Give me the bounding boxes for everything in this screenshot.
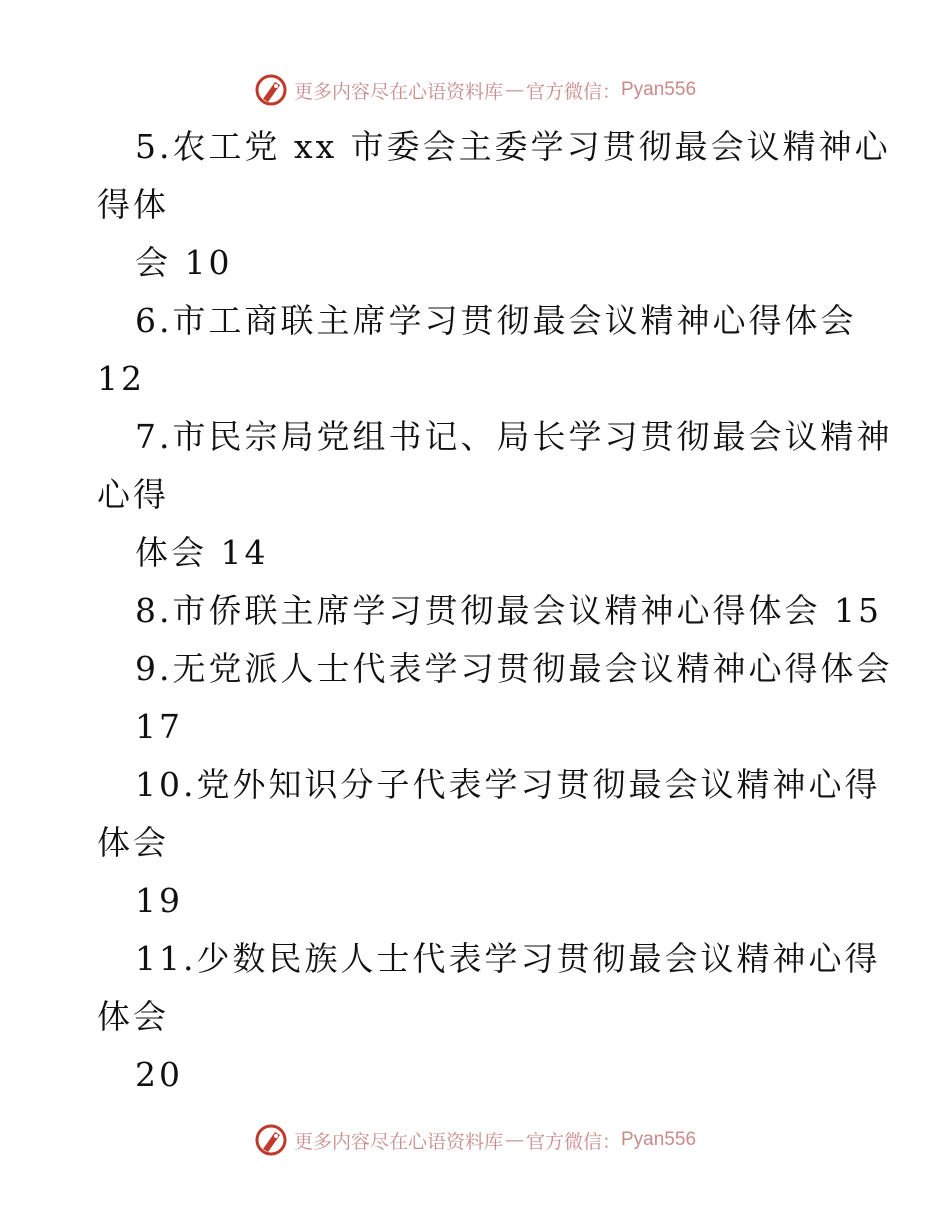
pen-nib-logo-icon — [254, 1123, 288, 1157]
toc-line: 体会 14 — [135, 533, 269, 572]
pen-nib-logo-icon — [254, 73, 288, 107]
toc-line: 得体 — [97, 185, 169, 224]
watermark-wechat-label: 官方微信： — [525, 80, 621, 103]
watermark-text: 更多内容尽在心语资料库 — [293, 80, 503, 103]
toc-line: 体会 — [97, 997, 169, 1036]
toc-line: 12 — [97, 359, 145, 398]
toc-line: 17 — [135, 707, 183, 746]
watermark-text: 更多内容尽在心语资料库 — [293, 1130, 503, 1153]
toc-line: 8.市侨联主席学习贯彻最会议精神心得体会 15 — [135, 591, 882, 630]
watermark-banner-top — [0, 70, 950, 110]
watermark-wechat-label: 官方微信： — [525, 1130, 621, 1153]
watermark-separator: — — [504, 1129, 524, 1151]
toc-line: 体会 — [97, 823, 169, 862]
toc-line: 11.少数民族人士代表学习贯彻最会议精神心得 — [135, 939, 881, 978]
toc-line: 19 — [135, 881, 183, 920]
toc-line: 9.无党派人士代表学习贯彻最会议精神心得体会 — [135, 649, 893, 688]
toc-line: 6.市工商联主席学习贯彻最会议精神心得体会 — [135, 301, 857, 340]
watermark-separator: — — [504, 79, 524, 101]
toc-line: 心得 — [97, 475, 169, 514]
toc-line: 10.党外知识分子代表学习贯彻最会议精神心得 — [135, 765, 881, 804]
watermark-wechat-id: Pyan556 — [621, 1129, 697, 1150]
toc-line: 5.农工党 xx 市委会主委学习贯彻最会议精神心 — [135, 127, 891, 166]
toc-line: 会 10 — [135, 243, 233, 282]
toc-line: 20 — [135, 1055, 183, 1094]
toc-line: 7.市民宗局党组书记、局长学习贯彻最会议精神 — [135, 417, 893, 456]
watermark-wechat-id: Pyan556 — [621, 79, 697, 100]
watermark-banner-bottom — [0, 1120, 950, 1160]
